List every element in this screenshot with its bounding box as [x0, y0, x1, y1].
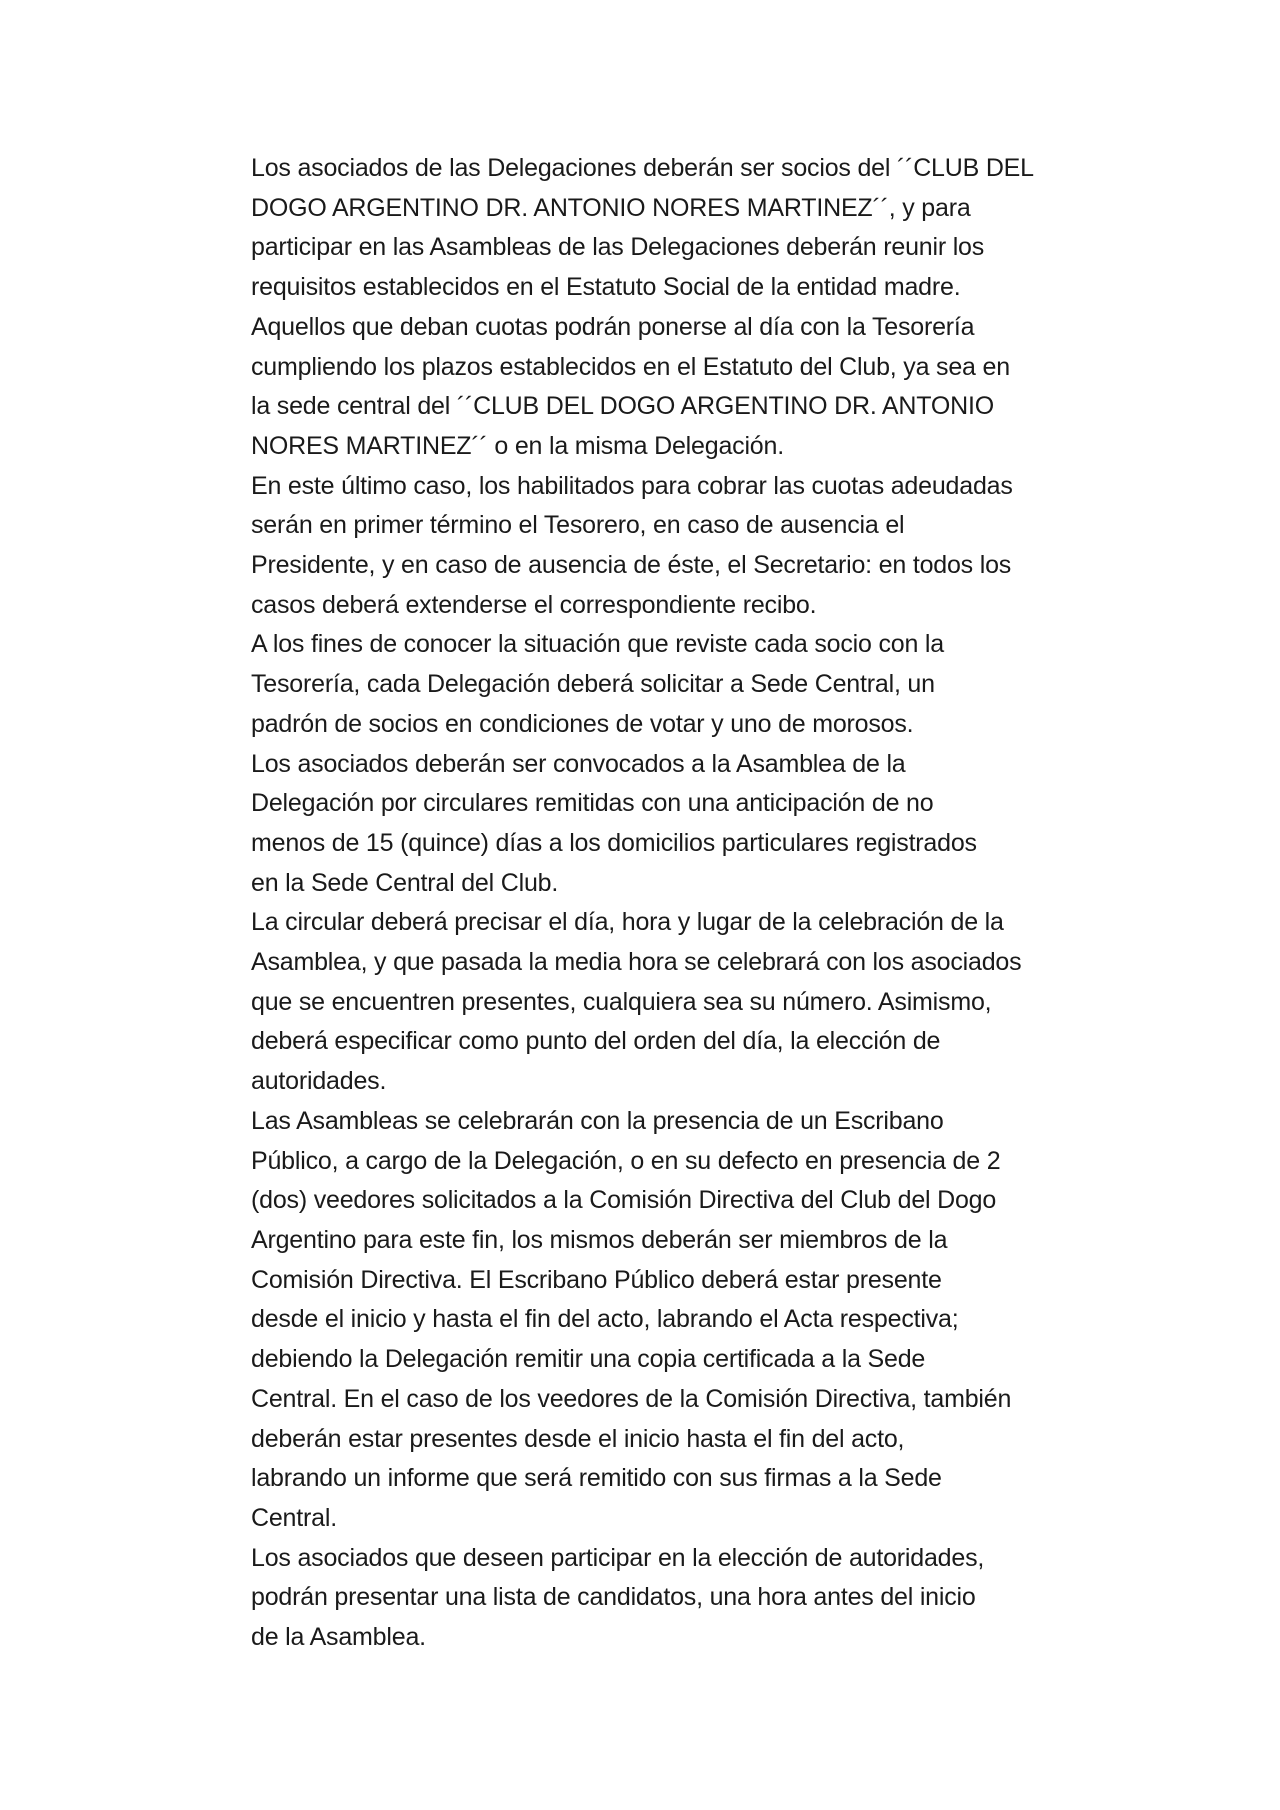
- text-line: desde el inicio y hasta el fin del acto, labrando el Acta respectiva;: [251, 1305, 959, 1334]
- text-line: Asamblea, y que pasada la media hora se celebrará con los asociados: [251, 948, 1022, 977]
- text-line: podrán presentar una lista de candidatos, una hora antes del inicio: [251, 1583, 976, 1612]
- text-line: menos de 15 (quince) días a los domicilios particulares registrados: [251, 828, 977, 857]
- text-line: Comisión Directiva. El Escribano Público deberá estar presente: [251, 1265, 942, 1294]
- text-line: Los asociados que deseen participar en la elección de autoridades,: [251, 1543, 985, 1572]
- text-line: debiendo la Delegación remitir una copia certificada a la Sede: [251, 1345, 926, 1374]
- text-line: En este último caso, los habilitados para cobrar las cuotas adeudadas: [251, 471, 1013, 500]
- text-line: Central. En el caso de los veedores de la Comisión Directiva, también: [251, 1384, 1012, 1413]
- text-line: labrando un informe que será remitido con sus firmas a la Sede: [251, 1464, 942, 1493]
- text-line: Los asociados deberán ser convocados a la Asamblea de la: [251, 749, 906, 778]
- text-line: en la Sede Central del Club.: [251, 868, 559, 897]
- text-line: Aquellos que deban cuotas podrán ponerse al día con la Tesorería: [251, 312, 975, 341]
- text-line: cumpliendo los plazos establecidos en el Estatuto del Club, ya sea en: [251, 352, 1010, 381]
- text-line: Público, a cargo de la Delegación, o en su defecto en presencia de 2: [251, 1146, 1001, 1175]
- text-line: La circular deberá precisar el día, hora y lugar de la celebración de la: [251, 908, 1004, 937]
- text-line: (dos) veedores solicitados a la Comisión Directiva del Club del Dogo: [251, 1186, 997, 1215]
- text-line: requisitos establecidos en el Estatuto Social de la entidad madre.: [251, 273, 961, 302]
- text-line: Las Asambleas se celebrarán con la presencia de un Escribano: [251, 1106, 944, 1135]
- text-line: DOGO ARGENTINO DR. ANTONIO NORES MARTINEZ´´, y para: [251, 193, 971, 222]
- text-line: que se encuentren presentes, cualquiera sea su número. Asimismo,: [251, 987, 992, 1016]
- text-line: Tesorería, cada Delegación deberá solicitar a Sede Central, un: [251, 670, 935, 699]
- text-line: deberá especificar como punto del orden del día, la elección de: [251, 1027, 941, 1056]
- text-line: deberán estar presentes desde el inicio hasta el fin del acto,: [251, 1424, 905, 1453]
- body-text: [251, 149, 1101, 1658]
- text-line: de la Asamblea.: [251, 1623, 426, 1652]
- text-line: autoridades.: [251, 1067, 387, 1096]
- text-line: NORES MARTINEZ´´ o en la misma Delegación.: [251, 431, 784, 460]
- text-line: serán en primer término el Tesorero, en caso de ausencia el: [251, 511, 905, 540]
- text-line: Argentino para este fin, los mismos deberán ser miembros de la: [251, 1225, 948, 1254]
- text-line: Presidente, y en caso de ausencia de éste, el Secretario: en todos los: [251, 551, 1012, 580]
- text-line: A los fines de conocer la situación que reviste cada socio con la: [251, 630, 944, 659]
- text-line: Central.: [251, 1503, 337, 1532]
- text-line: Los asociados de las Delegaciones deberán ser socios del ´´CLUB DEL: [251, 154, 1034, 182]
- text-line: Delegación por circulares remitidas con una anticipación de no: [251, 789, 934, 818]
- text-line: participar en las Asambleas de las Delegaciones deberán reunir los: [251, 233, 985, 262]
- text-line: la sede central del ´´CLUB DEL DOGO ARGENTINO DR. ANTONIO: [251, 392, 994, 421]
- text-line: casos deberá extenderse el correspondiente recibo.: [251, 590, 817, 619]
- text-line: padrón de socios en condiciones de votar y uno de morosos.: [251, 709, 914, 738]
